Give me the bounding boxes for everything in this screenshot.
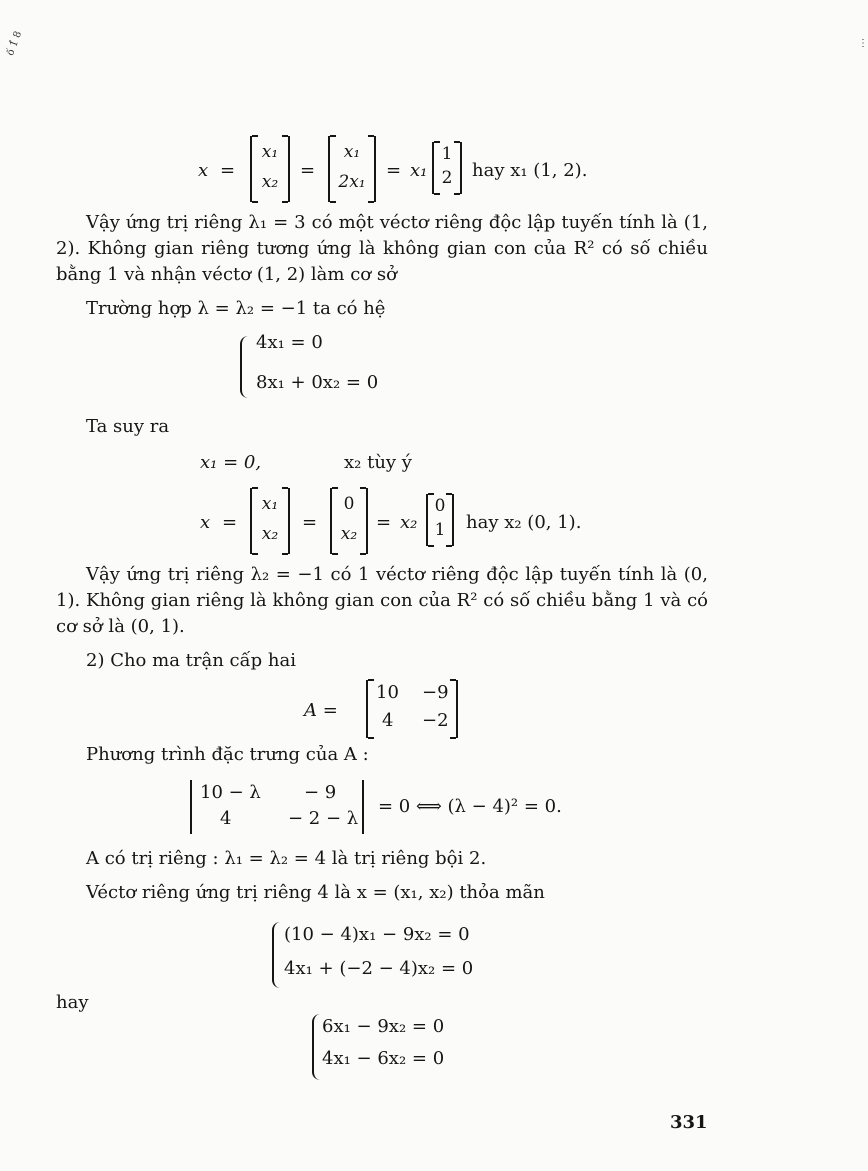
determinant: 10 − λ − 9 4 − 2 − λ <box>190 780 364 834</box>
solution-x1: x₁ = 0, <box>200 452 262 473</box>
eq1-matrix-2: x₁ 2x₁ <box>328 136 376 202</box>
system-1-row-1: 4x₁ = 0 <box>256 332 323 353</box>
system-2-row-2: 4x₁ + (−2 − 4)x₂ = 0 <box>284 958 474 979</box>
page-number: 331 <box>670 1112 708 1133</box>
system-1-row-2: 8x₁ + 0x₂ = 0 <box>256 372 379 393</box>
eq2-matrix-3: 0 1 <box>426 494 454 546</box>
eq2-matrix-1: x₁ x₂ <box>250 488 290 554</box>
eq1-tail: hay x₁ (1, 2). <box>472 160 588 181</box>
eq2-tail: hay x₂ (0, 1). <box>466 512 582 533</box>
system-2-brace <box>272 922 282 988</box>
matrix-a-lhs: A = <box>304 700 338 721</box>
eq2-matrix-2: 0 x₂ <box>330 488 368 554</box>
system-1-brace <box>240 336 250 398</box>
right-margin-mark: ⋮ <box>858 38 868 49</box>
paragraph-2: Vậy ứng trị riêng λ₂ = −1 có 1 véctơ riêng độc lập tuyến tính là (0, 1). Không gian riêng là không gian con của R² có số chiều bằng 1 và có cơ sở là (0, 1). <box>56 564 708 637</box>
solution-x2: x₂ tùy ý <box>344 452 412 473</box>
eq2-coef: x₂ <box>400 512 418 533</box>
eq1-matrix-1: x₁ x₂ <box>250 136 290 202</box>
system-3-row-2: 4x₁ − 6x₂ = 0 <box>322 1048 445 1069</box>
matrix-a: 10 −9 4 −2 <box>366 680 458 738</box>
item-2-heading: 2) Cho ma trận cấp hai <box>86 650 296 671</box>
case-2-line: Trường hợp λ = λ₂ = −1 ta có hệ <box>86 298 386 319</box>
hay-word: hay <box>56 992 89 1013</box>
char-equation-label: Phương trình đặc trưng của A : <box>86 744 369 765</box>
paragraph-1: Vậy ứng trị riêng λ₁ = 3 có một véctơ riêng độc lập tuyến tính là (1, 2). Không gian riêng tương ứng là không gian con của R² có số chiều bằng 1 và nhận véctơ (1, 2) làm cơ sở <box>56 212 708 285</box>
determinant-rhs: = 0 ⟺ (λ − 4)² = 0. <box>378 796 562 817</box>
left-margin-mark: ố 1̉ 8 <box>5 29 25 58</box>
eq2-lhs: x <box>200 512 211 533</box>
eq1-matrix-3: 1 2 <box>432 142 462 194</box>
eigenvector-line: Véctơ riêng ứng trị riêng 4 là x = (x₁, x₂) thỏa mãn <box>86 882 545 903</box>
eigenvalue-line: A có trị riêng : λ₁ = λ₂ = 4 là trị riêng bội 2. <box>86 848 487 869</box>
ta-suy-ra: Ta suy ra <box>86 416 170 437</box>
eq1-lhs: x <box>198 160 209 181</box>
system-2-row-1: (10 − 4)x₁ − 9x₂ = 0 <box>284 924 470 945</box>
eq1-coef: x₁ <box>410 160 428 181</box>
system-3-brace <box>312 1014 322 1080</box>
system-3-row-1: 6x₁ − 9x₂ = 0 <box>322 1016 445 1037</box>
